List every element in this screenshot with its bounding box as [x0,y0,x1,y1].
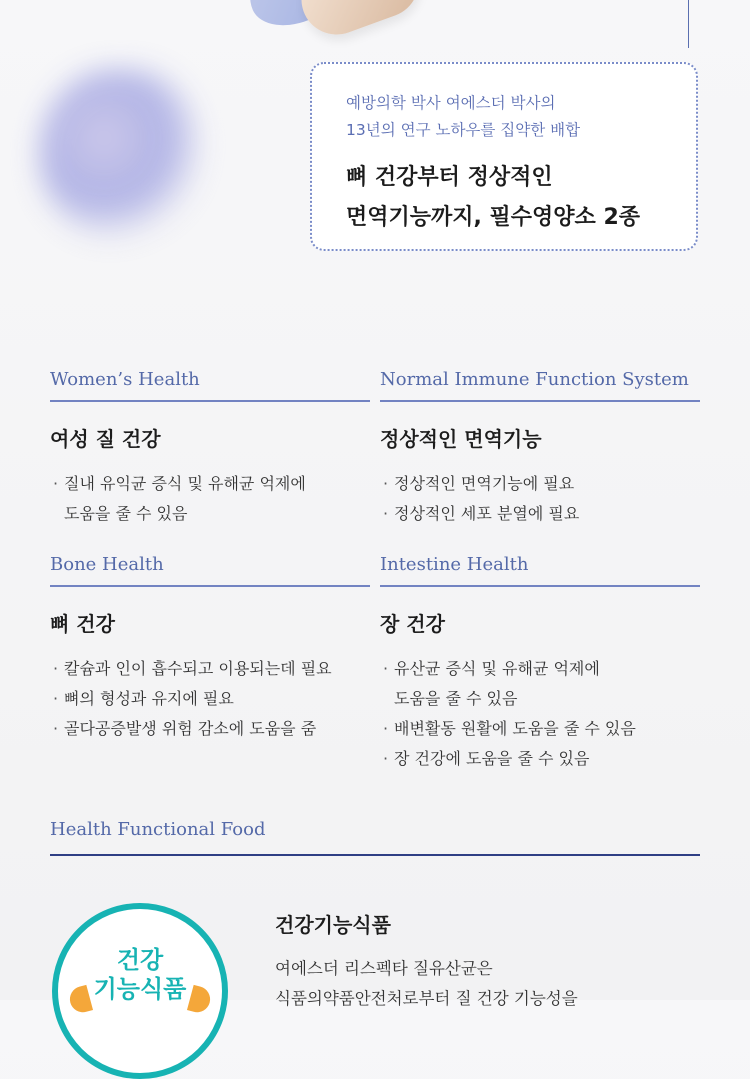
benefit-text-continued: 도움을 줄 수 있음 [394,689,518,708]
hff-body [275,954,705,1014]
capsule-image [292,0,429,44]
intestine-health-section [380,553,700,774]
intro-callout-box [310,62,698,251]
badge-text-line-1: 건강 [116,946,164,974]
benefit-list [50,654,370,744]
section-english-title: Intestine Health [380,553,700,587]
benefit-text: 장 건강에 도움을 줄 수 있음 [394,749,590,768]
blurred-petal-image [40,70,200,240]
benefit-item [380,469,700,499]
benefit-text: 질내 유익균 증식 및 유해균 억제에 [64,474,306,493]
benefit-text: 배변활동 원활에 도움을 줄 수 있음 [394,719,636,738]
health-functional-food-heading: Health Functional Food [50,818,700,856]
health-functional-food-description [275,910,705,1014]
section-english-title: Women’s Health [50,368,370,402]
badge-text-line-2: 기능식품 [93,975,187,1003]
hff-body-line-1: 여에스더 리스펙타 질유산균은 [275,959,493,978]
benefit-item [380,499,700,529]
intro-subtitle-line-2: 13년의 연구 노하우를 집약한 배합 [346,121,581,139]
intro-headline-line-1: 뼈 건강부터 정상적인 [346,165,553,190]
benefit-list [50,469,370,529]
benefit-text-continued: 도움을 줄 수 있음 [64,504,188,523]
benefit-text: 유산균 증식 및 유해균 억제에 [394,659,600,678]
section-english-title: Bone Health [50,553,370,587]
intro-headline-line-2: 면역기능까지, 필수영양소 2종 [346,205,641,230]
benefit-text: 뼈의 형성과 유지에 필요 [64,689,234,708]
benefit-item [50,684,370,714]
benefit-list [380,469,700,529]
section-english-title: Normal Immune Function System [380,368,700,402]
womens-health-section [50,368,370,529]
benefit-item [380,744,700,774]
section-korean-title: 정상적인 면역기능 [380,427,542,451]
benefit-item [380,654,700,714]
benefit-text: 정상적인 면역기능에 필요 [394,474,575,493]
section-korean-title: 여성 질 건강 [50,427,161,451]
benefit-item [50,654,370,684]
benefit-text: 칼슘과 인이 흡수되고 이용되는데 필요 [64,659,332,678]
hff-body-line-2: 식품의약품안전처로부터 질 건강 기능성을 [275,989,578,1008]
section-korean-title: 장 건강 [380,612,445,636]
health-functional-food-badge-icon [52,903,228,1079]
bone-health-section [50,553,370,744]
intro-subtitle-line-1: 예방의학 박사 여에스더 박사의 [346,94,556,112]
benefit-item [380,714,700,744]
section-korean-title: 뼈 건강 [50,612,115,636]
intro-subtitle [346,90,666,144]
vertical-divider [688,0,689,48]
immune-function-section [380,368,700,529]
benefit-list [380,654,700,774]
intro-headline [346,158,666,238]
hff-title: 건강기능식품 [275,913,391,937]
benefit-text: 골다공증발생 위험 감소에 도움을 줌 [64,719,317,738]
benefit-item [50,714,370,744]
benefit-item [50,469,370,529]
benefit-text: 정상적인 세포 분열에 필요 [394,504,580,523]
